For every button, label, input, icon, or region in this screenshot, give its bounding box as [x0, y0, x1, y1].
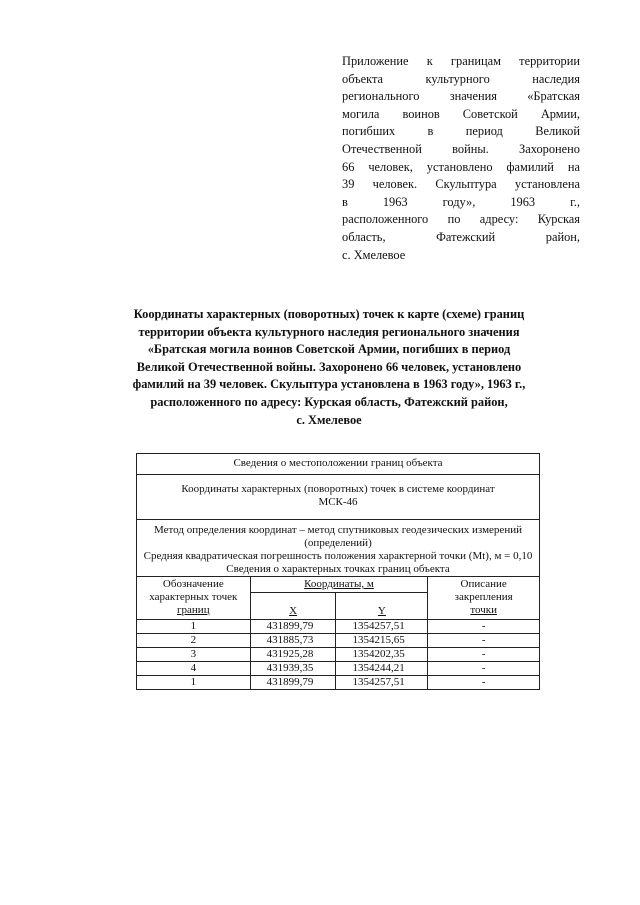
y-cell: 1354257,51	[336, 620, 428, 634]
heading-line: территории объекта культурного наследия регионального значения	[138, 324, 520, 339]
table-row	[137, 662, 540, 676]
y-cell: 1354244,21	[336, 662, 428, 676]
col-designation-line: границ	[177, 604, 210, 616]
table-row	[137, 520, 540, 577]
x-cell: 431899,79	[250, 620, 336, 634]
desc-cell: -	[428, 634, 540, 648]
col-coords-header	[250, 577, 428, 593]
col-x-label: X	[289, 605, 298, 617]
col-designation-line: характерных точек	[149, 591, 238, 603]
x-cell: 431939,35	[250, 662, 336, 676]
appendix-line: Отечественной войны. Захоронено	[342, 141, 580, 156]
method-text: Метод определения координат – метод спутниковых геодезических измерений (определений)	[154, 524, 522, 549]
points-header: Сведения о характерных точках границ объекта	[226, 563, 450, 575]
appendix-line: погибших в период Великой	[342, 124, 580, 139]
desc-cell: -	[428, 676, 540, 690]
col-coords-label: Координаты, м	[304, 578, 374, 590]
appendix-line: Приложение к границам территории	[342, 54, 580, 68]
table-row	[137, 620, 540, 634]
heading-line: Великой Отечественной войны. Захоронено 66 человек, установлено	[136, 359, 522, 374]
y-cell: 1354215,65	[336, 634, 428, 648]
point-cell: 4	[137, 662, 251, 676]
appendix-line: область, Фатежский район,	[342, 229, 580, 244]
table-row	[137, 475, 540, 520]
appendix-line: объекта культурного наследия	[342, 71, 580, 86]
heading-line: фамилий на 39 человек. Скульптура установлена в 1963 году», 1963 г.,	[132, 377, 526, 392]
appendix-line: 66 человек, установлено фамилий на	[342, 159, 580, 174]
x-cell: 431925,28	[250, 648, 336, 662]
table-row	[137, 634, 540, 648]
appendix-line: расположенного по адресу: Курская	[342, 212, 580, 227]
heading-line: Координаты характерных (поворотных) точек к карте (схеме) границ	[133, 307, 525, 321]
method-block	[137, 520, 540, 577]
desc-cell: -	[428, 648, 540, 662]
heading-line: «Братская могила воинов Советской Армии, погибших в период	[147, 342, 511, 357]
heading-line: с. Хмелевое	[296, 412, 362, 427]
table-row	[137, 676, 540, 690]
coordinates-table	[136, 453, 540, 690]
appendix-line: 39 человек. Скульптура установлена	[342, 177, 580, 192]
point-cell: 1	[137, 676, 251, 690]
table-row	[137, 648, 540, 662]
x-cell: 431885,73	[250, 634, 336, 648]
appendix-note	[342, 53, 580, 264]
col-desc-header	[428, 577, 540, 620]
col-desc-line: точки	[470, 604, 497, 616]
appendix-line: могила воинов Советской Армии,	[342, 106, 580, 121]
y-cell: 1354257,51	[336, 676, 428, 690]
location-header: Сведения о местоположении границ объекта	[137, 454, 540, 475]
appendix-line: в 1963 году», 1963 г.,	[342, 194, 580, 209]
coord-system: Координаты характерных (поворотных) точек в системе координат МСК-46	[137, 475, 540, 520]
point-cell: 2	[137, 634, 251, 648]
col-x-header	[250, 593, 336, 620]
appendix-line: регионального значения «Братская	[342, 89, 580, 104]
col-desc-line: закрепления	[454, 591, 513, 603]
y-cell: 1354202,35	[336, 648, 428, 662]
col-desc-line: Описание	[460, 578, 507, 590]
x-cell: 431899,79	[250, 676, 336, 690]
document-heading	[80, 306, 578, 429]
table-header-row	[137, 577, 540, 593]
col-y-header	[336, 593, 428, 620]
point-cell: 1	[137, 620, 251, 634]
point-cell: 3	[137, 648, 251, 662]
desc-cell: -	[428, 620, 540, 634]
col-designation-header	[137, 577, 251, 620]
desc-cell: -	[428, 662, 540, 676]
table-row	[137, 454, 540, 475]
appendix-line: с. Хмелевое	[342, 247, 406, 262]
heading-line: расположенного по адресу: Курская область, Фатежский район,	[150, 394, 508, 409]
precision-text: Средняя квадратическая погрешность положения характерной точки (Mt), м = 0,10	[143, 550, 533, 562]
col-y-label: Y	[377, 605, 386, 617]
col-designation-line: Обозначение	[162, 578, 224, 590]
